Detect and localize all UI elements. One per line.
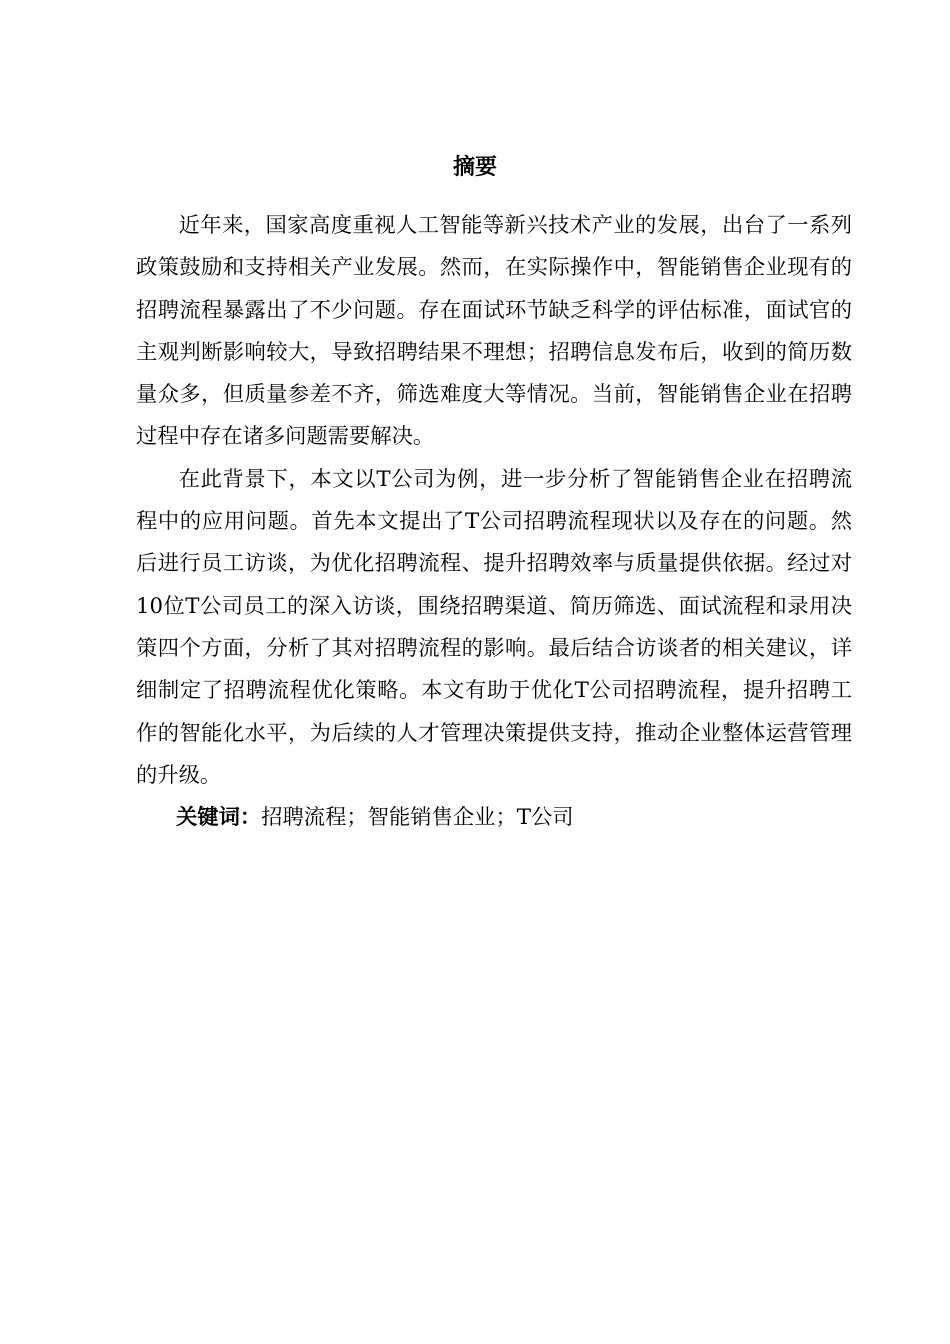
keywords-line [136, 797, 852, 839]
keywords-label: 关键词： [176, 805, 262, 831]
abstract-paragraph-2: 在此背景下，本文以T公司为例，进一步分析了智能销售企业在招聘流程中的应用问题。首先本文提出了T公司招聘流程现状以及存在的问题。然后进行员工访谈，为优化招聘流程、提升招聘效率与质量提供依据。经过对10位T公司员工的深入访谈，围绕招聘渠道、简历筛选、面试流程和录用决策四个方面，分析了其对招聘流程的影响。最后结合访谈者的相关建议，详细制定了招聘流程优化策略。本文有助于优化T公司招聘流程，提升招聘工作的智能化水平，为后续的人才管理决策提供支持，推动企业整体运营管理的升级。 [136, 466, 852, 788]
abstract-body [136, 205, 852, 839]
abstract-paragraph-1: 近年来，国家高度重视人工智能等新兴技术产业的发展，出台了一系列政策鼓励和支持相关产业发展。然而，在实际操作中，智能销售企业现有的招聘流程暴露出了不少问题。存在面试环节缺乏科学的评估标准，面试官的主观判断影响较大，导致招聘结果不理想；招聘信息发布后，收到的简历数量众多，但质量参差不齐，筛选难度大等情况。当前，智能销售企业在招聘过程中存在诸多问题需要解决。 [136, 213, 852, 450]
abstract-title: 摘要 [452, 155, 497, 180]
keywords-value: 招聘流程；智能销售企业；T公司 [261, 805, 574, 831]
